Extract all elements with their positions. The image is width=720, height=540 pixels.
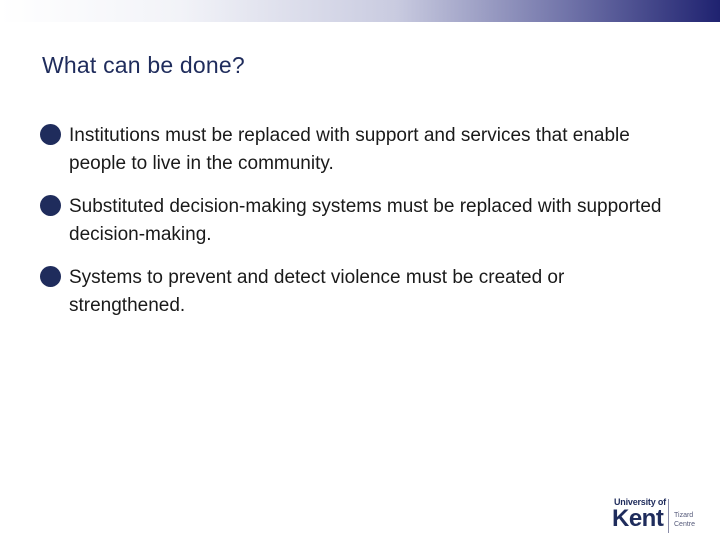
header-gradient-band: [0, 0, 720, 22]
logo-kent-wordmark: Kent: [612, 505, 664, 532]
bullet-text: Substituted decision-making systems must be replaced with supported decision-making.: [69, 196, 662, 245]
bullet-item: [40, 264, 680, 320]
bullet-dot-icon: [40, 124, 61, 145]
bullet-list: [40, 122, 680, 335]
bullet-item: [40, 193, 680, 249]
logo-university-of-text: University of: [614, 497, 666, 507]
bullet-dot-icon: [40, 195, 61, 216]
bullet-text: Systems to prevent and detect violence must be created or strengthened.: [69, 267, 565, 316]
bullet-text: Institutions must be replaced with support and services that enable people to live in the community.: [69, 125, 630, 174]
university-of-kent-logo: [608, 495, 708, 535]
logo-centre-text: Tizard Centre: [674, 512, 696, 528]
logo-divider: [668, 499, 669, 533]
bullet-dot-icon: [40, 266, 61, 287]
bullet-item: [40, 122, 680, 178]
slide-title: What can be done?: [42, 52, 245, 78]
